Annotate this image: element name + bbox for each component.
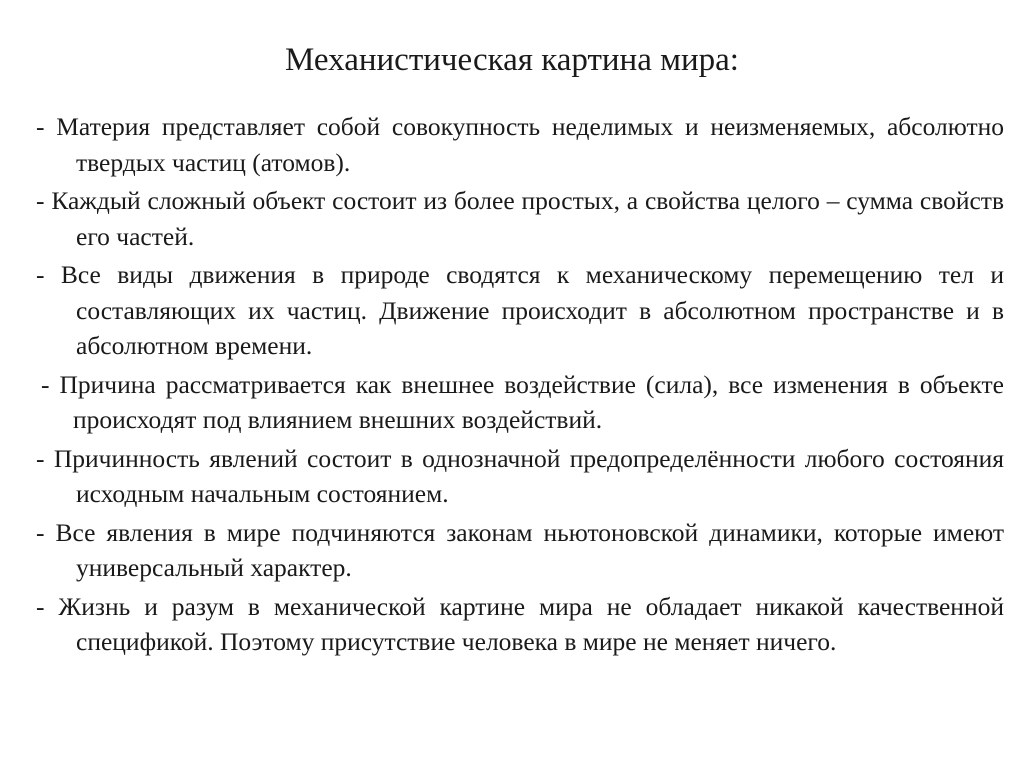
bullet-item-life-and-mind: - Жизнь и разум в механической картине мира не обладает никакой качественной спецификой. Поэтому присутствие человека в мире не меняет ничего. xyxy=(36,591,1004,656)
bullet-item-newton-laws: - Все явления в мире подчиняются законам ньютоновской динамики, которые имеют универсальный характер. xyxy=(36,517,1004,582)
bullet-item-causality: - Причинность явлений состоит в однозначной предопределённости любого состояния исходным начальным состоянием. xyxy=(36,443,1004,508)
slide-title: Механистическая картина мира: xyxy=(285,42,739,78)
bullet-item-complex-object: - Каждый сложный объект состоит из более простых, а свойства целого – сумма свойств его частей. xyxy=(36,186,1004,251)
bullet-item-motion: - Все виды движения в природе сводятся к механическому перемещению тел и составляющих их частиц. Движение происходит в абсолютном пространстве и в абсолютном времени. xyxy=(36,260,1004,360)
bullet-list xyxy=(36,109,1004,663)
bullet-item-matter: - Материя представляет собой совокупность неделимых и неизменяемых, абсолютно твердых частиц (атомов). xyxy=(36,112,1004,177)
bullet-item-cause: - Причина рассматривается как внешнее воздействие (сила), все изменения в объекте происходят под влиянием внешних воздействий. xyxy=(41,369,1004,434)
